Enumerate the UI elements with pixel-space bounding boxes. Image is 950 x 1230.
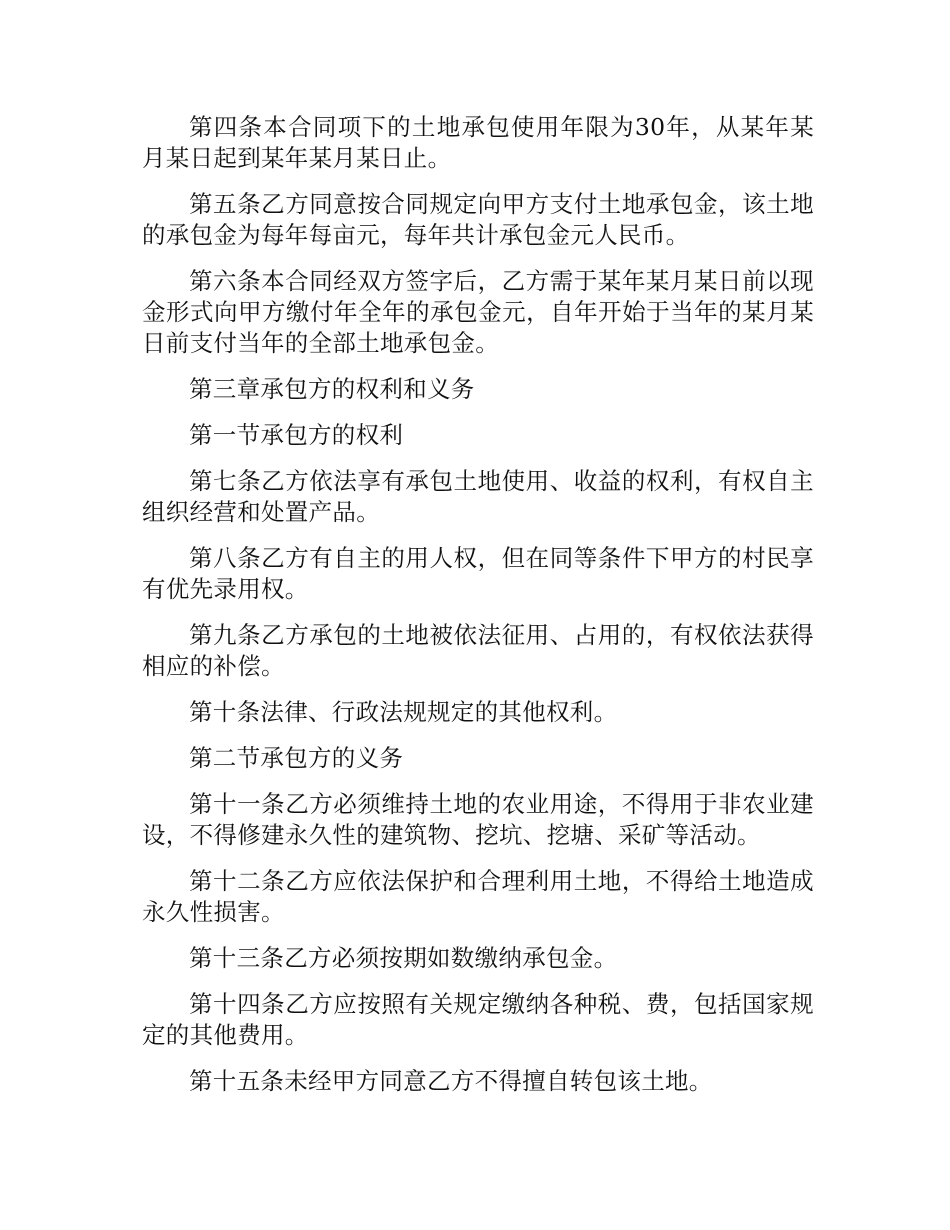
article-5-paragraph: 第五条乙方同意按合同规定向甲方支付土地承包金，该土地的承包金为每年每亩元，每年共计承包金元人民币。 (142, 190, 814, 249)
document-page (142, 112, 814, 1112)
article-12-paragraph: 第十二条乙方应依法保护和合理利用土地，不得给土地造成永久性损害。 (142, 867, 814, 926)
article-11-paragraph: 第十一条乙方必须维持土地的农业用途，不得用于非农业建设，不得修建永久性的建筑物、挖坑、挖塘、采矿等活动。 (142, 790, 814, 849)
article-13-paragraph: 第十三条乙方必须按期如数缴纳承包金。 (189, 944, 618, 972)
article-9-paragraph: 第九条乙方承包的土地被依法征用、占用的，有权依法获得相应的补偿。 (142, 621, 814, 680)
section-2-heading: 第二节承包方的义务 (189, 744, 404, 772)
article-6-paragraph: 第六条本合同经双方签字后，乙方需于某年某月某日前以现金形式向甲方缴付年全年的承包金元，自年开始于当年的某月某日前支付当年的全部土地承包金。 (142, 267, 814, 357)
article-7-paragraph: 第七条乙方依法享有承包土地使用、收益的权利，有权自主组织经营和处置产品。 (142, 467, 814, 526)
article-15-paragraph: 第十五条未经甲方同意乙方不得擅自转包该土地。 (189, 1067, 713, 1095)
article-14-paragraph: 第十四条乙方应按照有关规定缴纳各种税、费，包括国家规定的其他费用。 (142, 990, 814, 1049)
article-4-paragraph: 第四条本合同项下的土地承包使用年限为30年，从某年某月某日起到某年某月某日止。 (142, 113, 814, 172)
chapter-3-heading: 第三章承包方的权利和义务 (189, 375, 475, 403)
section-1-heading: 第一节承包方的权利 (189, 421, 404, 449)
article-8-paragraph: 第八条乙方有自主的用人权，但在同等条件下甲方的村民享有优先录用权。 (142, 544, 814, 603)
article-10-paragraph: 第十条法律、行政法规规定的其他权利。 (189, 698, 618, 726)
